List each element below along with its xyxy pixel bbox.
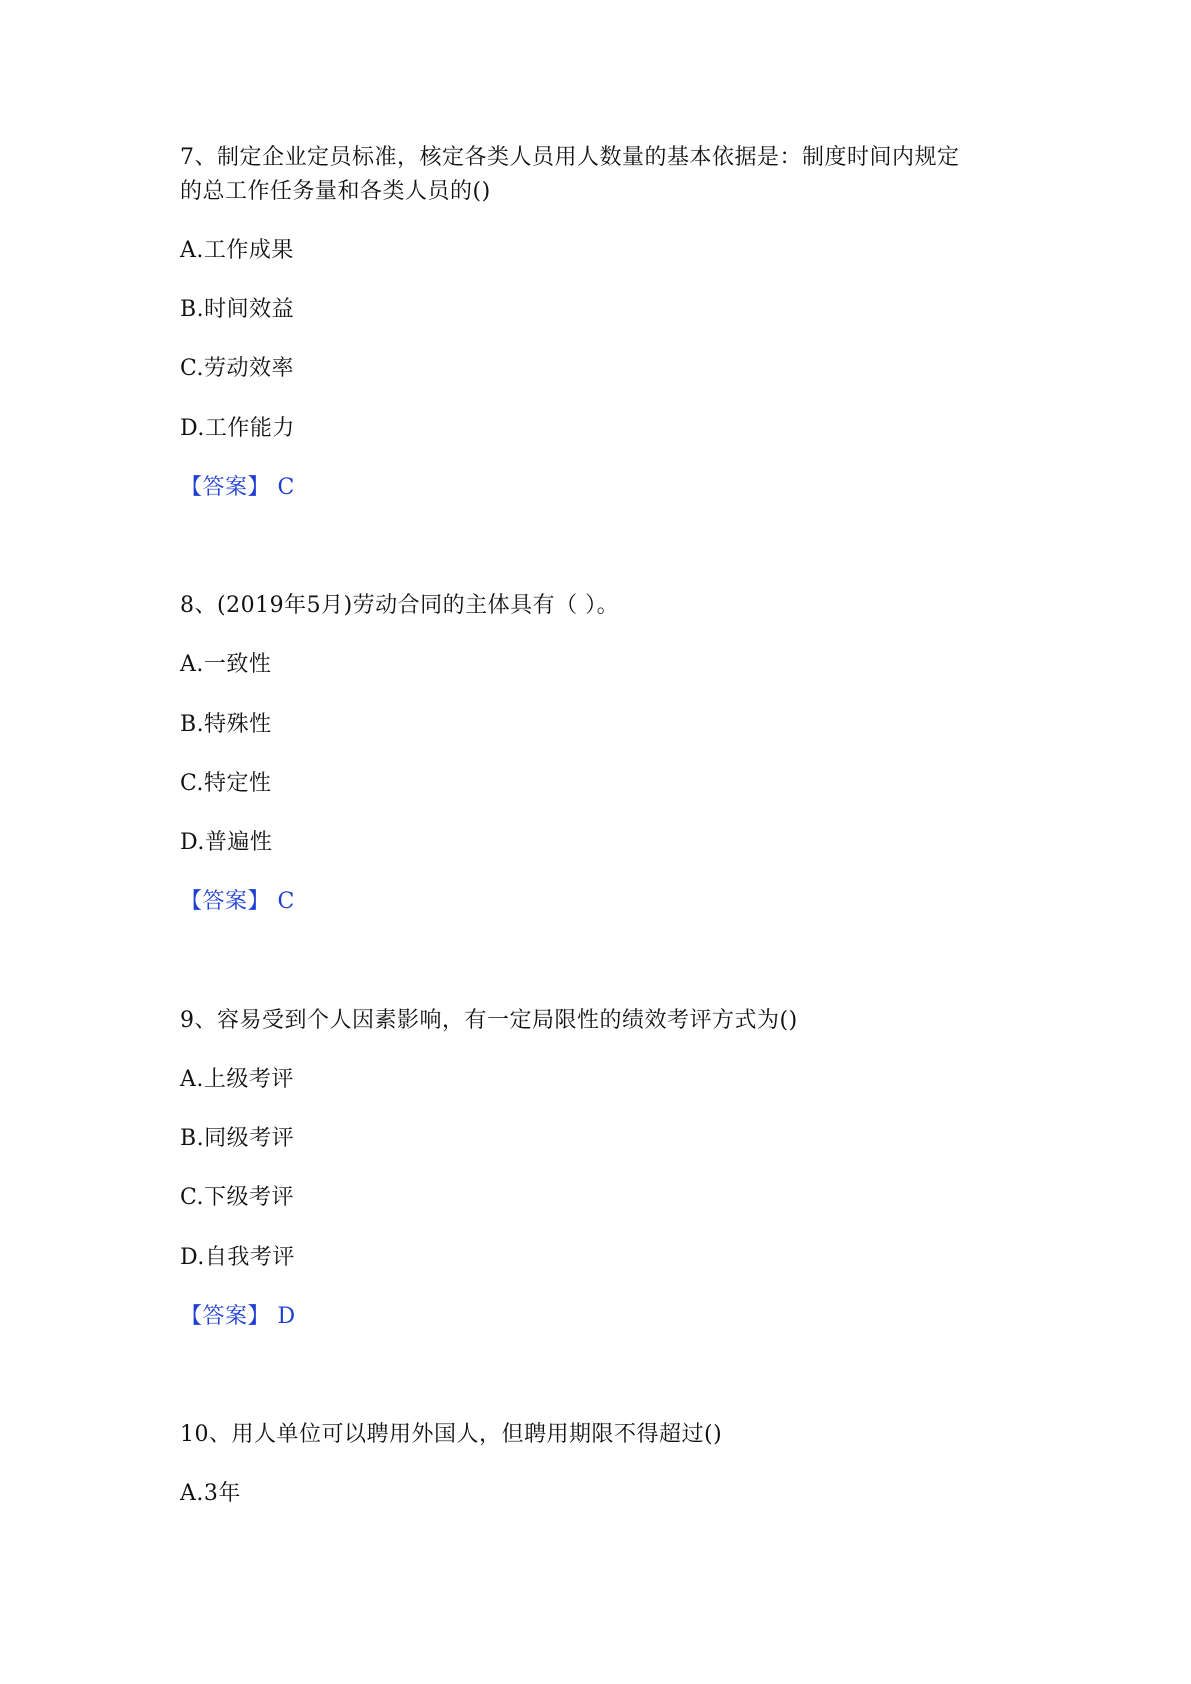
question-10-option-a: A.3年 [180,1481,241,1506]
question-9-stem-line-1: 9、容易受到个人因素影响，有一定局限性的绩效考评方式为() [180,1008,798,1033]
question-9-option-c: C.下级考评 [180,1185,295,1210]
question-7-option-d: D.工作能力 [180,416,295,441]
question-7-stem-line-2: 的总工作任务量和各类人员的() [180,179,491,204]
question-7-answer: 【答案】 C [180,475,295,500]
question-10-stem-line-1: 10、用人单位可以聘用外国人，但聘用期限不得超过() [180,1422,723,1447]
question-9-answer: 【答案】 D [180,1304,296,1329]
question-7-option-a: A.工作成果 [180,238,294,263]
question-8-stem-line-1: 8、(2019年5月)劳动合同的主体具有（ ）。 [180,593,620,618]
question-9-option-a: A.上级考评 [180,1067,294,1092]
question-8-option-c: C.特定性 [180,771,272,796]
question-9-option-d: D.自我考评 [180,1245,295,1270]
question-7-option-c: C.劳动效率 [180,356,295,381]
question-8-option-d: D.普遍性 [180,830,273,855]
question-9-option-b: B.同级考评 [180,1126,295,1151]
question-8-option-a: A.一致性 [180,652,272,677]
question-7-option-b: B.时间效益 [180,297,295,322]
question-7-stem-line-1: 7、制定企业定员标准，核定各类人员用人数量的基本依据是：制度时间内规定 [180,145,960,170]
question-8-option-b: B.特殊性 [180,712,272,737]
question-8-answer: 【答案】 C [180,889,295,914]
